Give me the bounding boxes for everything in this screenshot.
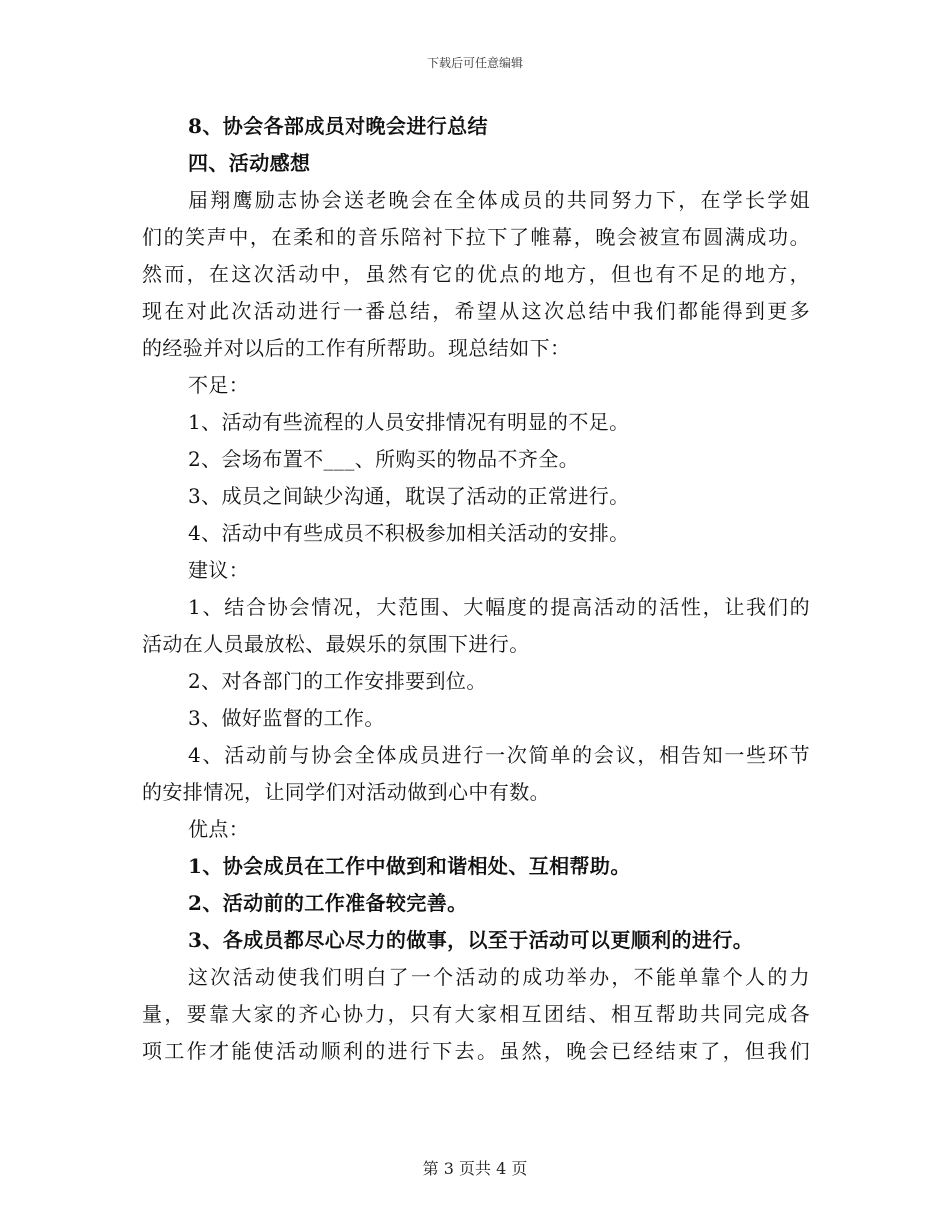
list-item: 4、活动前与协会全体成员进行一次简单的会议，相告知一些环节 <box>188 743 810 767</box>
page-header: 下载后可任意编辑 <box>426 56 523 70</box>
suggestions-heading: 建议： <box>188 558 250 582</box>
section-8-heading: 8、协会各部成员对晚会进行总结 <box>188 114 488 138</box>
shortcomings-heading: 不足： <box>188 373 250 397</box>
paragraph-line: 们的笑声中，在柔和的音乐陪衬下拉下了帷幕，晚会被宣布圆满成功。 <box>142 225 810 249</box>
paragraph-line: 的经验并对以后的工作有所帮助。现总结如下： <box>142 336 571 360</box>
list-item: 3、各成员都尽心尽力的做事，以至于活动可以更顺利的进行。 <box>188 928 754 952</box>
paragraph-line: 量，要靠大家的齐心协力，只有大家相互团结、相互帮助共同完成各 <box>142 1002 810 1026</box>
list-item: 2、对各部门的工作安排要到位。 <box>188 669 487 693</box>
list-item-continuation: 活动在人员最放松、最娱乐的氛围下进行。 <box>142 632 530 656</box>
list-item: 2、会场布置不___、所购买的物品不齐全。 <box>188 447 580 471</box>
list-item: 3、做好监督的工作。 <box>188 706 385 730</box>
section-4-heading: 四、活动感想 <box>188 151 311 175</box>
paragraph-line: 然而，在这次活动中，虽然有它的优点的地方，但也有不足的地方， <box>142 262 810 286</box>
strengths-heading: 优点： <box>188 817 250 841</box>
list-item: 2、活动前的工作准备较完善。 <box>188 891 468 915</box>
list-item: 1、结合协会情况，大范围、大幅度的提高活动的活性，让我们的 <box>188 595 810 619</box>
document-body <box>142 108 810 1070</box>
list-item: 1、活动有些流程的人员安排情况有明显的不足。 <box>188 410 630 434</box>
page-footer: 第 3 页共 4 页 <box>422 1159 528 1178</box>
list-item: 4、活动中有些成员不积极参加相关活动的安排。 <box>188 521 630 545</box>
paragraph-line: 届翔鹰励志协会送老晚会在全体成员的共同努力下，在学长学姐 <box>188 188 810 212</box>
paragraph-line: 这次活动使我们明白了一个活动的成功举办，不能单靠个人的力 <box>188 965 810 989</box>
paragraph-line: 项工作才能使活动顺利的进行下去。虽然，晚会已经结束了，但我们 <box>142 1039 810 1063</box>
paragraph-line: 现在对此次活动进行一番总结，希望从这次总结中我们都能得到更多 <box>142 299 810 323</box>
list-item: 1、协会成员在工作中做到和谐相处、互相帮助。 <box>188 854 631 878</box>
list-item: 3、成员之间缺少沟通，耽误了活动的正常进行。 <box>188 484 630 508</box>
list-item-continuation: 的安排情况，让同学们对活动做到心中有数。 <box>142 780 550 804</box>
